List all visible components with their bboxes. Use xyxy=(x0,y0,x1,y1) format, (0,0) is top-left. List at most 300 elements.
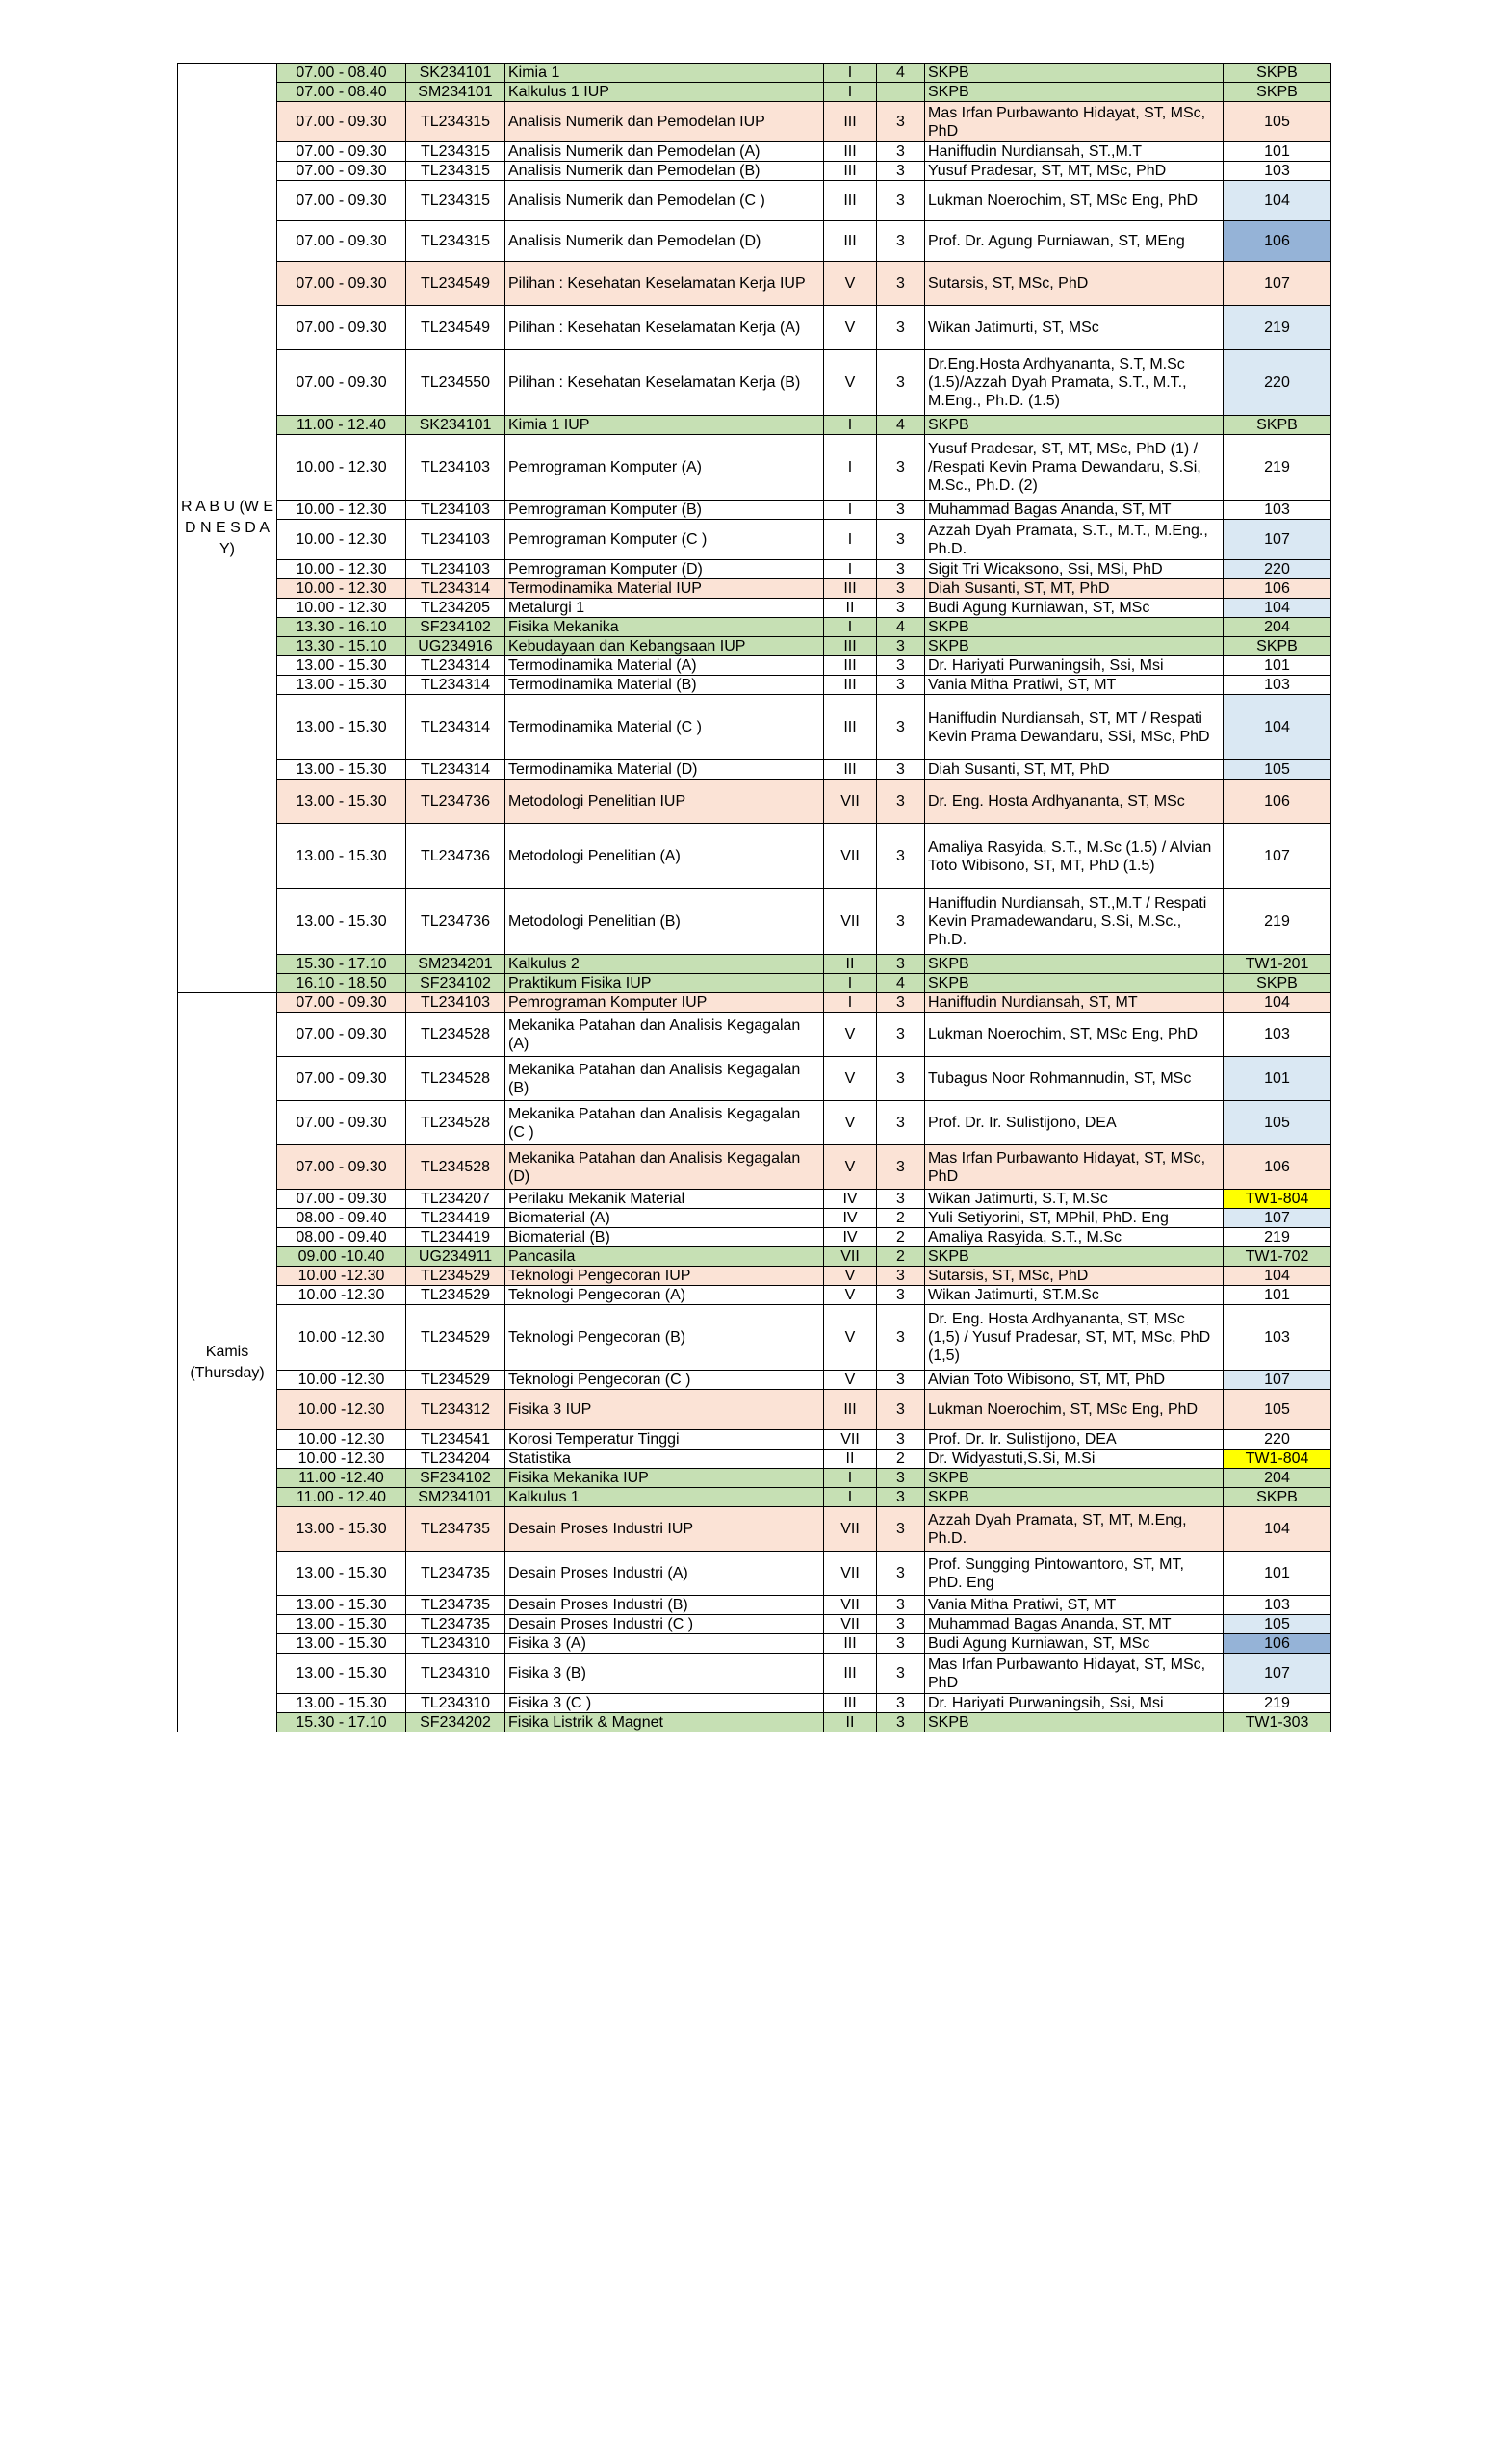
code-cell: TL234315 xyxy=(406,221,505,262)
table-row xyxy=(178,618,1331,637)
credits-cell: 3 xyxy=(877,780,925,824)
code-cell: SF234102 xyxy=(406,1469,505,1488)
time-cell: 07.00 - 09.30 xyxy=(277,1101,406,1145)
code-cell: TL234314 xyxy=(406,676,505,695)
code-cell: TL234529 xyxy=(406,1267,505,1286)
code-cell: TL234419 xyxy=(406,1209,505,1228)
credits-cell: 3 xyxy=(877,1552,925,1596)
course-cell: Desain Proses Industri (C ) xyxy=(505,1615,824,1634)
lecturer-cell: SKPB xyxy=(925,1713,1224,1732)
semester-cell: VII xyxy=(824,824,877,889)
lecturer-cell: Yuli Setiyorini, ST, MPhil, PhD. Eng xyxy=(925,1209,1224,1228)
room-cell: 104 xyxy=(1224,1267,1331,1286)
room-cell: 104 xyxy=(1224,1507,1331,1552)
lecturer-cell: Lukman Noerochim, ST, MSc Eng, PhD xyxy=(925,1390,1224,1430)
table-row xyxy=(178,142,1331,162)
room-cell: 101 xyxy=(1224,1286,1331,1305)
credits-cell: 3 xyxy=(877,760,925,780)
time-cell: 11.00 -12.40 xyxy=(277,1469,406,1488)
lecturer-cell: Lukman Noerochim, ST, MSc Eng, PhD xyxy=(925,1013,1224,1057)
semester-cell: III xyxy=(824,162,877,181)
credits-cell: 3 xyxy=(877,1013,925,1057)
room-cell: 220 xyxy=(1224,560,1331,579)
code-cell: TL234419 xyxy=(406,1228,505,1247)
time-cell: 16.10 - 18.50 xyxy=(277,974,406,993)
schedule-table xyxy=(177,63,1331,1732)
table-row xyxy=(178,221,1331,262)
room-cell: 103 xyxy=(1224,676,1331,695)
semester-cell: V xyxy=(824,1101,877,1145)
time-cell: 07.00 - 09.30 xyxy=(277,306,406,350)
lecturer-cell: SKPB xyxy=(925,64,1224,83)
table-row xyxy=(178,974,1331,993)
semester-cell: III xyxy=(824,695,877,760)
time-cell: 10.00 -12.30 xyxy=(277,1305,406,1371)
time-cell: 07.00 - 08.40 xyxy=(277,83,406,102)
lecturer-cell: Dr.Eng.Hosta Ardhyananta, S.T, M.Sc (1.5)/Azzah Dyah Pramata, S.T., M.T., M.Eng., Ph.D. (1.5) xyxy=(925,350,1224,416)
room-cell: TW1-804 xyxy=(1224,1190,1331,1209)
room-cell: TW1-702 xyxy=(1224,1247,1331,1267)
room-cell: SKPB xyxy=(1224,83,1331,102)
code-cell: TL234314 xyxy=(406,579,505,599)
room-cell: SKPB xyxy=(1224,64,1331,83)
credits-cell: 3 xyxy=(877,1596,925,1615)
course-cell: Metodologi Penelitian (B) xyxy=(505,889,824,955)
code-cell: TL234103 xyxy=(406,500,505,520)
room-cell: 103 xyxy=(1224,1013,1331,1057)
semester-cell: I xyxy=(824,416,877,435)
table-row xyxy=(178,1209,1331,1228)
semester-cell: III xyxy=(824,102,877,142)
table-row xyxy=(178,262,1331,306)
credits-cell: 3 xyxy=(877,1286,925,1305)
credits-cell: 3 xyxy=(877,500,925,520)
course-cell: Statistika xyxy=(505,1450,824,1469)
course-cell: Praktikum Fisika IUP xyxy=(505,974,824,993)
lecturer-cell: SKPB xyxy=(925,416,1224,435)
credits-cell: 4 xyxy=(877,416,925,435)
schedule-body xyxy=(178,64,1331,1732)
course-cell: Metodologi Penelitian (A) xyxy=(505,824,824,889)
table-row xyxy=(178,1450,1331,1469)
table-row xyxy=(178,560,1331,579)
course-cell: Korosi Temperatur Tinggi xyxy=(505,1430,824,1450)
course-cell: Perilaku Mekanik Material xyxy=(505,1190,824,1209)
table-row xyxy=(178,181,1331,221)
room-cell: 219 xyxy=(1224,1228,1331,1247)
time-cell: 10.00 -12.30 xyxy=(277,1390,406,1430)
credits-cell: 3 xyxy=(877,676,925,695)
room-cell: 101 xyxy=(1224,142,1331,162)
lecturer-cell: Dr. Hariyati Purwaningsih, Ssi, Msi xyxy=(925,1694,1224,1713)
room-cell: TW1-303 xyxy=(1224,1713,1331,1732)
time-cell: 10.00 - 12.30 xyxy=(277,579,406,599)
credits-cell: 3 xyxy=(877,599,925,618)
course-cell: Metalurgi 1 xyxy=(505,599,824,618)
semester-cell: I xyxy=(824,618,877,637)
time-cell: 07.00 - 09.30 xyxy=(277,1013,406,1057)
credits-cell: 3 xyxy=(877,262,925,306)
lecturer-cell: Dr. Eng. Hosta Ardhyananta, ST, MSc (1,5) / Yusuf Pradesar, ST, MT, MSc, PhD (1,5) xyxy=(925,1305,1224,1371)
lecturer-cell: SKPB xyxy=(925,83,1224,102)
credits-cell: 3 xyxy=(877,181,925,221)
lecturer-cell: Muhammad Bagas Ananda, ST, MT xyxy=(925,500,1224,520)
time-cell: 13.00 - 15.30 xyxy=(277,1654,406,1694)
semester-cell: V xyxy=(824,1057,877,1101)
time-cell: 10.00 - 12.30 xyxy=(277,599,406,618)
course-cell: Analisis Numerik dan Pemodelan (C ) xyxy=(505,181,824,221)
table-row xyxy=(178,695,1331,760)
course-cell: Termodinamika Material (B) xyxy=(505,676,824,695)
course-cell: Mekanika Patahan dan Analisis Kegagalan (D) xyxy=(505,1145,824,1190)
room-cell: 101 xyxy=(1224,1057,1331,1101)
credits-cell: 3 xyxy=(877,435,925,500)
code-cell: UG234911 xyxy=(406,1247,505,1267)
lecturer-cell: Prof. Dr. Agung Purniawan, ST, MEng xyxy=(925,221,1224,262)
course-cell: Pemrograman Komputer (D) xyxy=(505,560,824,579)
credits-cell: 3 xyxy=(877,1507,925,1552)
lecturer-cell: Mas Irfan Purbawanto Hidayat, ST, MSc, PhD xyxy=(925,1654,1224,1694)
course-cell: Pemrograman Komputer (A) xyxy=(505,435,824,500)
table-row xyxy=(178,889,1331,955)
credits-cell: 4 xyxy=(877,618,925,637)
day-label: R A B U (W E D N E S D A Y) xyxy=(178,64,277,993)
semester-cell: III xyxy=(824,579,877,599)
time-cell: 15.30 - 17.10 xyxy=(277,955,406,974)
table-row xyxy=(178,500,1331,520)
room-cell: 220 xyxy=(1224,350,1331,416)
room-cell: SKPB xyxy=(1224,974,1331,993)
credits-cell: 3 xyxy=(877,560,925,579)
credits-cell: 3 xyxy=(877,1305,925,1371)
code-cell: TL234735 xyxy=(406,1507,505,1552)
course-cell: Pilihan : Kesehatan Keselamatan Kerja (A) xyxy=(505,306,824,350)
credits-cell: 3 xyxy=(877,889,925,955)
time-cell: 13.00 - 15.30 xyxy=(277,1552,406,1596)
code-cell: TL234529 xyxy=(406,1371,505,1390)
course-cell: Pemrograman Komputer (C ) xyxy=(505,520,824,560)
credits-cell: 3 xyxy=(877,1713,925,1732)
semester-cell: I xyxy=(824,560,877,579)
lecturer-cell: Prof. Dr. Ir. Sulistijono, DEA xyxy=(925,1101,1224,1145)
room-cell: 107 xyxy=(1224,1654,1331,1694)
room-cell: 105 xyxy=(1224,1390,1331,1430)
course-cell: Teknologi Pengecoran (C ) xyxy=(505,1371,824,1390)
room-cell: 219 xyxy=(1224,435,1331,500)
semester-cell: VII xyxy=(824,1247,877,1267)
lecturer-cell: SKPB xyxy=(925,1488,1224,1507)
course-cell: Pilihan : Kesehatan Keselamatan Kerja (B) xyxy=(505,350,824,416)
credits-cell: 3 xyxy=(877,579,925,599)
course-cell: Kalkulus 2 xyxy=(505,955,824,974)
room-cell: 106 xyxy=(1224,579,1331,599)
course-cell: Biomaterial (B) xyxy=(505,1228,824,1247)
room-cell: 219 xyxy=(1224,1694,1331,1713)
lecturer-cell: Prof. Dr. Ir. Sulistijono, DEA xyxy=(925,1430,1224,1450)
course-cell: Teknologi Pengecoran IUP xyxy=(505,1267,824,1286)
course-cell: Analisis Numerik dan Pemodelan IUP xyxy=(505,102,824,142)
code-cell: TL234528 xyxy=(406,1101,505,1145)
table-row xyxy=(178,780,1331,824)
lecturer-cell: Alvian Toto Wibisono, ST, MT, PhD xyxy=(925,1371,1224,1390)
code-cell: SF234202 xyxy=(406,1713,505,1732)
credits-cell: 3 xyxy=(877,1634,925,1654)
code-cell: TL234736 xyxy=(406,824,505,889)
semester-cell: III xyxy=(824,221,877,262)
room-cell: SKPB xyxy=(1224,637,1331,656)
time-cell: 10.00 - 12.30 xyxy=(277,500,406,520)
credits-cell: 3 xyxy=(877,637,925,656)
time-cell: 13.30 - 16.10 xyxy=(277,618,406,637)
code-cell: TL234207 xyxy=(406,1190,505,1209)
semester-cell: II xyxy=(824,1713,877,1732)
credits-cell: 2 xyxy=(877,1247,925,1267)
credits-cell: 3 xyxy=(877,656,925,676)
time-cell: 10.00 -12.30 xyxy=(277,1371,406,1390)
table-row xyxy=(178,955,1331,974)
code-cell: TL234549 xyxy=(406,306,505,350)
time-cell: 07.00 - 09.30 xyxy=(277,162,406,181)
lecturer-cell: Azzah Dyah Pramata, ST, MT, M.Eng, Ph.D. xyxy=(925,1507,1224,1552)
time-cell: 07.00 - 09.30 xyxy=(277,142,406,162)
room-cell: 219 xyxy=(1224,889,1331,955)
semester-cell: V xyxy=(824,262,877,306)
semester-cell: III xyxy=(824,676,877,695)
lecturer-cell: Diah Susanti, ST, MT, PhD xyxy=(925,579,1224,599)
time-cell: 13.00 - 15.30 xyxy=(277,676,406,695)
lecturer-cell: Diah Susanti, ST, MT, PhD xyxy=(925,760,1224,780)
time-cell: 13.00 - 15.30 xyxy=(277,780,406,824)
credits-cell: 3 xyxy=(877,955,925,974)
credits-cell: 3 xyxy=(877,1145,925,1190)
code-cell: TL234315 xyxy=(406,102,505,142)
semester-cell: III xyxy=(824,1634,877,1654)
table-row xyxy=(178,824,1331,889)
code-cell: TL234735 xyxy=(406,1615,505,1634)
semester-cell: III xyxy=(824,142,877,162)
semester-cell: V xyxy=(824,1286,877,1305)
course-cell: Pemrograman Komputer IUP xyxy=(505,993,824,1013)
course-cell: Fisika Mekanika IUP xyxy=(505,1469,824,1488)
room-cell: 220 xyxy=(1224,1430,1331,1450)
room-cell: 104 xyxy=(1224,181,1331,221)
table-row xyxy=(178,1390,1331,1430)
code-cell: TL234736 xyxy=(406,780,505,824)
room-cell: 103 xyxy=(1224,1596,1331,1615)
table-row xyxy=(178,1552,1331,1596)
table-row xyxy=(178,1190,1331,1209)
room-cell: 204 xyxy=(1224,1469,1331,1488)
course-cell: Pilihan : Kesehatan Keselamatan Kerja IUP xyxy=(505,262,824,306)
time-cell: 13.00 - 15.30 xyxy=(277,824,406,889)
course-cell: Pemrograman Komputer (B) xyxy=(505,500,824,520)
table-row xyxy=(178,1507,1331,1552)
room-cell: 101 xyxy=(1224,1552,1331,1596)
time-cell: 13.30 - 15.10 xyxy=(277,637,406,656)
code-cell: TL234735 xyxy=(406,1596,505,1615)
lecturer-cell: SKPB xyxy=(925,974,1224,993)
semester-cell: III xyxy=(824,1390,877,1430)
code-cell: TL234103 xyxy=(406,993,505,1013)
course-cell: Fisika 3 (C ) xyxy=(505,1694,824,1713)
course-cell: Kimia 1 xyxy=(505,64,824,83)
credits-cell: 3 xyxy=(877,1430,925,1450)
time-cell: 07.00 - 09.30 xyxy=(277,1145,406,1190)
semester-cell: III xyxy=(824,1654,877,1694)
credits-cell: 3 xyxy=(877,520,925,560)
code-cell: TL234528 xyxy=(406,1145,505,1190)
course-cell: Desain Proses Industri (A) xyxy=(505,1552,824,1596)
table-row xyxy=(178,1713,1331,1732)
time-cell: 13.00 - 15.30 xyxy=(277,1694,406,1713)
time-cell: 10.00 - 12.30 xyxy=(277,560,406,579)
lecturer-cell: Sigit Tri Wicaksono, Ssi, MSi, PhD xyxy=(925,560,1224,579)
semester-cell: IV xyxy=(824,1209,877,1228)
course-cell: Analisis Numerik dan Pemodelan (A) xyxy=(505,142,824,162)
table-row xyxy=(178,306,1331,350)
table-row xyxy=(178,1469,1331,1488)
time-cell: 11.00 - 12.40 xyxy=(277,416,406,435)
semester-cell: VII xyxy=(824,1552,877,1596)
lecturer-cell: Vania Mitha Pratiwi, ST, MT xyxy=(925,676,1224,695)
credits-cell: 4 xyxy=(877,974,925,993)
room-cell: 105 xyxy=(1224,760,1331,780)
course-cell: Fisika 3 (A) xyxy=(505,1634,824,1654)
code-cell: TL234314 xyxy=(406,760,505,780)
semester-cell: V xyxy=(824,350,877,416)
room-cell: SKPB xyxy=(1224,416,1331,435)
code-cell: TL234541 xyxy=(406,1430,505,1450)
semester-cell: III xyxy=(824,1694,877,1713)
room-cell: 103 xyxy=(1224,1305,1331,1371)
lecturer-cell: Yusuf Pradesar, ST, MT, MSc, PhD (1) / /Respati Kevin Prama Dewandaru, S.Si, M.Sc., Ph.D. (2) xyxy=(925,435,1224,500)
course-cell: Termodinamika Material IUP xyxy=(505,579,824,599)
course-cell: Desain Proses Industri (B) xyxy=(505,1596,824,1615)
semester-cell: V xyxy=(824,1013,877,1057)
credits-cell: 3 xyxy=(877,1488,925,1507)
time-cell: 13.00 - 15.30 xyxy=(277,889,406,955)
table-row xyxy=(178,1267,1331,1286)
code-cell: TL234314 xyxy=(406,656,505,676)
credits-cell: 3 xyxy=(877,1101,925,1145)
table-row xyxy=(178,102,1331,142)
course-cell: Pancasila xyxy=(505,1247,824,1267)
code-cell: TL234204 xyxy=(406,1450,505,1469)
credits-cell: 4 xyxy=(877,64,925,83)
time-cell: 07.00 - 09.30 xyxy=(277,102,406,142)
code-cell: TL234103 xyxy=(406,435,505,500)
credits-cell: 3 xyxy=(877,350,925,416)
lecturer-cell: Sutarsis, ST, MSc, PhD xyxy=(925,262,1224,306)
time-cell: 07.00 - 08.40 xyxy=(277,64,406,83)
credits-cell: 3 xyxy=(877,1190,925,1209)
time-cell: 10.00 -12.30 xyxy=(277,1267,406,1286)
code-cell: TL234735 xyxy=(406,1552,505,1596)
time-cell: 10.00 -12.30 xyxy=(277,1430,406,1450)
time-cell: 07.00 - 09.30 xyxy=(277,1057,406,1101)
course-cell: Kebudayaan dan Kebangsaan IUP xyxy=(505,637,824,656)
time-cell: 13.00 - 15.30 xyxy=(277,656,406,676)
code-cell: SF234102 xyxy=(406,974,505,993)
lecturer-cell: Mas Irfan Purbawanto Hidayat, ST, MSc, PhD xyxy=(925,1145,1224,1190)
code-cell: TL234315 xyxy=(406,181,505,221)
credits-cell: 3 xyxy=(877,1694,925,1713)
room-cell: 104 xyxy=(1224,599,1331,618)
time-cell: 08.00 - 09.40 xyxy=(277,1228,406,1247)
table-row xyxy=(178,760,1331,780)
semester-cell: I xyxy=(824,1469,877,1488)
time-cell: 13.00 - 15.30 xyxy=(277,1596,406,1615)
semester-cell: I xyxy=(824,83,877,102)
table-row xyxy=(178,1596,1331,1615)
time-cell: 07.00 - 09.30 xyxy=(277,221,406,262)
code-cell: TL234310 xyxy=(406,1694,505,1713)
semester-cell: VII xyxy=(824,1615,877,1634)
table-row xyxy=(178,1305,1331,1371)
lecturer-cell: Vania Mitha Pratiwi, ST, MT xyxy=(925,1596,1224,1615)
credits-cell: 3 xyxy=(877,1390,925,1430)
table-row xyxy=(178,520,1331,560)
table-row xyxy=(178,1247,1331,1267)
table-row xyxy=(178,1634,1331,1654)
room-cell: 106 xyxy=(1224,1145,1331,1190)
room-cell: 106 xyxy=(1224,780,1331,824)
code-cell: TL234103 xyxy=(406,520,505,560)
credits-cell: 3 xyxy=(877,1371,925,1390)
credits-cell: 3 xyxy=(877,1057,925,1101)
time-cell: 13.00 - 15.30 xyxy=(277,1615,406,1634)
course-cell: Mekanika Patahan dan Analisis Kegagalan (B) xyxy=(505,1057,824,1101)
lecturer-cell: Azzah Dyah Pramata, S.T., M.T., M.Eng., Ph.D. xyxy=(925,520,1224,560)
course-cell: Desain Proses Industri IUP xyxy=(505,1507,824,1552)
lecturer-cell: Sutarsis, ST, MSc, PhD xyxy=(925,1267,1224,1286)
table-row xyxy=(178,1694,1331,1713)
credits-cell: 2 xyxy=(877,1209,925,1228)
time-cell: 09.00 -10.40 xyxy=(277,1247,406,1267)
table-row xyxy=(178,1654,1331,1694)
semester-cell: VII xyxy=(824,780,877,824)
course-cell: Kalkulus 1 IUP xyxy=(505,83,824,102)
code-cell: TL234550 xyxy=(406,350,505,416)
table-row xyxy=(178,1430,1331,1450)
semester-cell: I xyxy=(824,435,877,500)
time-cell: 15.30 - 17.10 xyxy=(277,1713,406,1732)
code-cell: TL234529 xyxy=(406,1305,505,1371)
semester-cell: I xyxy=(824,1488,877,1507)
code-cell: TL234315 xyxy=(406,142,505,162)
table-row xyxy=(178,637,1331,656)
table-row xyxy=(178,1145,1331,1190)
semester-cell: V xyxy=(824,1145,877,1190)
time-cell: 08.00 - 09.40 xyxy=(277,1209,406,1228)
code-cell: TL234310 xyxy=(406,1634,505,1654)
code-cell: TL234528 xyxy=(406,1013,505,1057)
code-cell: TL234529 xyxy=(406,1286,505,1305)
semester-cell: V xyxy=(824,1305,877,1371)
time-cell: 10.00 -12.30 xyxy=(277,1450,406,1469)
course-cell: Mekanika Patahan dan Analisis Kegagalan (A) xyxy=(505,1013,824,1057)
lecturer-cell: Wikan Jatimurti, ST, MSc xyxy=(925,306,1224,350)
course-cell: Fisika Mekanika xyxy=(505,618,824,637)
course-cell: Fisika 3 (B) xyxy=(505,1654,824,1694)
semester-cell: VII xyxy=(824,1596,877,1615)
lecturer-cell: Dr. Widyastuti,S.Si, M.Si xyxy=(925,1450,1224,1469)
credits-cell: 3 xyxy=(877,1654,925,1694)
semester-cell: VII xyxy=(824,1430,877,1450)
table-row xyxy=(178,656,1331,676)
lecturer-cell: Budi Agung Kurniawan, ST, MSc xyxy=(925,1634,1224,1654)
code-cell: TL234315 xyxy=(406,162,505,181)
